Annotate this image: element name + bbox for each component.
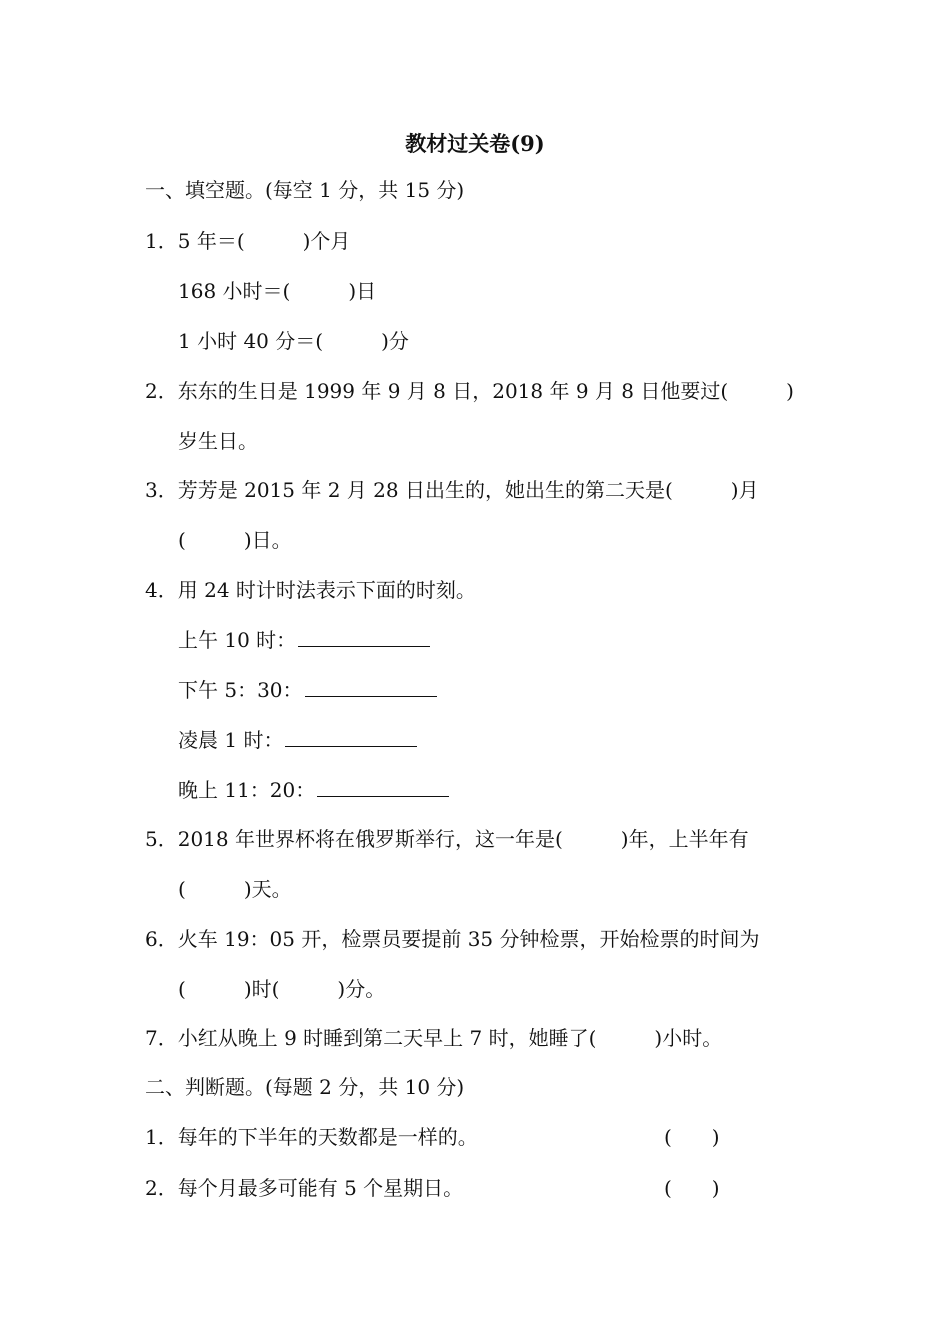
q6-number: 6． bbox=[145, 927, 178, 951]
section2-heading: 二、判断题。(每题 2 分，共 10 分) bbox=[145, 1075, 465, 1099]
judge-item-2 bbox=[145, 1175, 463, 1201]
q1-line-c bbox=[178, 328, 409, 354]
judge2-number: 2． bbox=[145, 1176, 178, 1200]
answer-underline[interactable] bbox=[317, 776, 449, 797]
q1-a-unit: )个月 bbox=[302, 229, 351, 253]
q3-number: 3． bbox=[145, 478, 178, 502]
answer-underline[interactable] bbox=[285, 726, 417, 747]
q6-text: 火车 19：05 开，检票员要提前 35 分钟检票，开始检票的时间为 bbox=[177, 927, 760, 951]
q5-number: 5． bbox=[145, 827, 178, 851]
answer-underline[interactable] bbox=[305, 676, 437, 697]
q6-minute-unit: )分。 bbox=[337, 977, 386, 1001]
q6-line-2 bbox=[178, 976, 385, 1002]
q1-b-unit: )日 bbox=[348, 279, 377, 303]
q7-unit: )小时。 bbox=[654, 1026, 723, 1050]
q4-b-label: 下午 5：30： bbox=[178, 678, 303, 702]
judge-item-1 bbox=[145, 1124, 478, 1150]
judge2-text: 每个月最多可能有 5 个星期日。 bbox=[177, 1176, 464, 1200]
q5-paren-open: ( bbox=[178, 877, 186, 901]
q1-c-unit: )分 bbox=[381, 329, 409, 353]
q5-text: 2018 年世界杯将在俄罗斯举行，这一年是( bbox=[177, 827, 563, 851]
q5-unit: )天。 bbox=[243, 877, 292, 901]
q5-line-1 bbox=[145, 826, 749, 852]
q3-line-2 bbox=[178, 527, 292, 553]
answer-underline[interactable] bbox=[298, 626, 430, 647]
q5-line-2 bbox=[178, 876, 292, 902]
page-title: 教材过关卷(9) bbox=[405, 131, 545, 156]
q2-text: 东东的生日是 1999 年 9 月 8 日，2018 年 9 月 8 日他要过( bbox=[177, 379, 729, 403]
section1-heading: 一、填空题。(每空 1 分，共 15 分) bbox=[145, 178, 465, 202]
q1-b-text: 168 小时＝( bbox=[178, 279, 291, 303]
q1-c-text: 1 小时 40 分＝( bbox=[178, 329, 324, 353]
judge1-text: 每年的下半年的天数都是一样的。 bbox=[177, 1125, 478, 1149]
q7-line-1 bbox=[145, 1025, 722, 1051]
q3-line-1 bbox=[145, 477, 759, 503]
q1-line-a bbox=[145, 228, 350, 254]
q3-text: 芳芳是 2015 年 2 月 28 日出生的，她出生的第二天是( bbox=[177, 478, 673, 502]
q2-number: 2． bbox=[145, 379, 178, 403]
q1-number: 1． bbox=[145, 229, 178, 253]
q2-line-1 bbox=[145, 378, 794, 404]
q6-paren-open: ( bbox=[178, 977, 186, 1001]
q4-item-b bbox=[178, 676, 437, 703]
q5-text-cont: )年，上半年有 bbox=[620, 827, 749, 851]
q6-hour-unit: )时( bbox=[243, 977, 280, 1001]
q4-d-label: 晚上 11：20： bbox=[178, 778, 316, 802]
q2-paren-close: ) bbox=[786, 379, 794, 403]
judge1-answer-box[interactable]: ( ) bbox=[664, 1125, 720, 1149]
q1-a-text: 5 年＝( bbox=[177, 229, 245, 253]
q6-line-1 bbox=[145, 926, 760, 952]
q3-unit-day: )日。 bbox=[243, 528, 292, 552]
q3-paren-open: ( bbox=[178, 528, 186, 552]
q2-line-2: 岁生日。 bbox=[178, 429, 258, 453]
q7-text: 小红从晚上 9 时睡到第二天早上 7 时，她睡了( bbox=[177, 1026, 597, 1050]
q4-line-1 bbox=[145, 577, 476, 603]
judge1-number: 1． bbox=[145, 1125, 178, 1149]
q4-a-label: 上午 10 时： bbox=[178, 628, 297, 652]
q4-number: 4． bbox=[145, 578, 178, 602]
q4-text: 用 24 时计时法表示下面的时刻。 bbox=[177, 578, 476, 602]
q1-line-b bbox=[178, 278, 376, 304]
q4-c-label: 凌晨 1 时： bbox=[178, 728, 284, 752]
q4-item-d bbox=[178, 776, 449, 803]
q4-item-a bbox=[178, 626, 430, 653]
q7-number: 7． bbox=[145, 1026, 178, 1050]
judge2-answer-box[interactable]: ( ) bbox=[664, 1176, 720, 1200]
q3-unit-month: )月 bbox=[730, 478, 759, 502]
q4-item-c bbox=[178, 726, 417, 753]
